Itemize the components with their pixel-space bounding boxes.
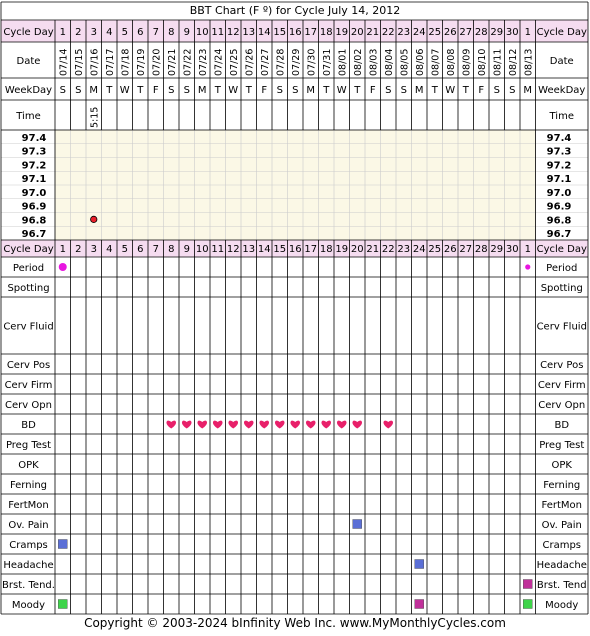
date-label: 07/28 (275, 48, 287, 76)
date-label: 07/25 (228, 48, 240, 76)
date-label: 07/17 (104, 48, 116, 76)
cycle-day-number: 5 (121, 27, 128, 38)
symptom-square (58, 540, 67, 549)
row-label-right-date: Date (549, 56, 574, 67)
cycle-day-number-repeat: 19 (335, 244, 349, 255)
weekday-label: S (493, 85, 500, 96)
row-label-cycle_day: Cycle Day (3, 27, 54, 38)
cycle-day-number: 14 (257, 27, 271, 38)
date-label: 07/22 (182, 48, 194, 76)
row-label-brst-tend: Brst. Tend. (2, 580, 55, 591)
cycle-day-number: 1 (59, 27, 66, 38)
symptom-square (415, 600, 424, 609)
heart-mark (352, 421, 362, 429)
date-label: 08/10 (476, 48, 488, 76)
date-label: 07/26 (244, 48, 256, 76)
row-label-right-cycle_day: Cycle Day (536, 27, 587, 38)
row-label-right-bd: BD (554, 420, 570, 431)
weekday-label: S (509, 85, 516, 96)
cycle-day-number: 2 (75, 27, 82, 38)
heart-mark (337, 421, 347, 429)
row-label-right-headache: Headache (536, 560, 587, 571)
row-label-ferning: Ferning (9, 480, 48, 491)
weekday-label: M (306, 85, 316, 96)
weekday-label: T (245, 85, 252, 96)
cycle-day-number-repeat: 13 (242, 244, 256, 255)
date-label: 07/15 (73, 48, 85, 76)
cycle-day-number-repeat: 4 (106, 244, 113, 255)
heart-mark (228, 421, 238, 429)
row-label-fertmon: FertMon (8, 500, 49, 511)
row-label-right-cramps: Cramps (542, 540, 582, 551)
cycle-day-number-repeat: 6 (137, 244, 144, 255)
weekday-label: F (261, 85, 268, 96)
symptom-square (415, 560, 424, 569)
cycle-day-number-repeat: 18 (319, 244, 333, 255)
row-label-bd: BD (21, 420, 36, 431)
temp-label: 97.0 (21, 187, 47, 199)
heart-mark (213, 421, 223, 429)
weekday-label: S (276, 85, 283, 96)
date-label: 07/21 (166, 48, 178, 76)
row-label-moody: Moody (11, 600, 46, 611)
row-label-preg-test: Preg Test (5, 440, 52, 451)
date-label: 07/30 (306, 48, 318, 76)
cycle-day-number: 25 (428, 27, 442, 38)
row-label-right-time: Time (549, 111, 574, 122)
row-label-cerv-pos: Cerv Pos (6, 360, 51, 371)
weekday-label: S (400, 85, 407, 96)
temp-label: 97.4 (21, 132, 47, 144)
cycle-day-number: 24 (412, 27, 426, 38)
weekday-label: W (119, 85, 130, 96)
cycle-day-number: 29 (490, 27, 504, 38)
row-label-ov-pain: Ov. Pain (8, 520, 49, 531)
cycle-day-number: 13 (242, 27, 256, 38)
temp-label-right: 96.7 (546, 229, 572, 241)
date-label: 07/16 (89, 48, 101, 76)
temp-label: 96.8 (21, 215, 47, 227)
temp-label-right: 96.8 (546, 215, 572, 227)
symptom-square (523, 600, 532, 609)
temp-label-right: 97.1 (546, 174, 572, 186)
weekday-label: T (354, 85, 361, 96)
weekday-label: T (214, 85, 221, 96)
cycle-day-number: 27 (459, 27, 473, 38)
temp-label-right: 97.4 (546, 132, 572, 144)
cycle-day-number-repeat: 29 (490, 244, 504, 255)
weekday-label: T (431, 85, 438, 96)
weekday-label: S (385, 85, 392, 96)
row-label-right-preg-test: Preg Test (539, 440, 585, 451)
row-label-right-ferning: Ferning (543, 480, 581, 491)
row-label-right-cycle-day-repeat: Cycle Day (536, 244, 587, 255)
cycle-day-number: 20 (350, 27, 364, 38)
weekday-label: F (478, 85, 485, 96)
date-label: 08/13 (523, 48, 535, 76)
weekday-label: S (168, 85, 175, 96)
row-label-right-cerv-fluid: Cerv Fluid (536, 321, 587, 333)
period-dot (59, 263, 67, 271)
temp-label: 97.3 (21, 146, 47, 158)
date-label: 07/20 (151, 48, 163, 76)
cycle-day-number: 26 (443, 27, 457, 38)
cycle-day-number-repeat: 8 (168, 244, 175, 255)
cycle-day-number: 10 (195, 27, 209, 38)
date-label: 08/11 (492, 48, 504, 76)
temp-label-right: 97.2 (546, 160, 572, 172)
time-label: 5:15 (89, 106, 101, 128)
cycle-day-number-repeat: 7 (152, 244, 159, 255)
weekday-label: S (183, 85, 190, 96)
cycle-day-number: 18 (319, 27, 333, 38)
cycle-day-number: 17 (304, 27, 318, 38)
weekday-label: M (523, 85, 533, 96)
date-label: 07/27 (259, 48, 271, 76)
cycle-day-number: 9 (183, 27, 190, 38)
weekday-label: T (462, 85, 469, 96)
date-label: 07/31 (321, 48, 333, 76)
cycle-day-number-repeat: 21 (366, 244, 380, 255)
cycle-day-number-repeat: 15 (273, 244, 287, 255)
date-label: 08/01 (337, 48, 349, 76)
temperature-point (91, 216, 97, 222)
row-label-right-cerv-firm: Cerv Firm (537, 380, 586, 391)
row-label-period: Period (12, 263, 45, 274)
heart-mark (275, 421, 285, 429)
cycle-day-number-repeat: 11 (211, 244, 225, 255)
chart-footer: Copyright © 2003-2024 bInfinity Web Inc. www.MyMonthlyCycles.com (84, 616, 506, 630)
cycle-day-number-repeat: 2 (75, 244, 82, 255)
row-label-time: Time (16, 111, 41, 122)
weekday-label: T (137, 85, 144, 96)
row-label-right-weekday: WeekDay (538, 85, 586, 96)
row-label-date: Date (16, 56, 41, 67)
cycle-day-number: 3 (90, 27, 97, 38)
weekday-label: M (89, 85, 99, 96)
date-label: 08/02 (352, 48, 364, 76)
date-label: 08/07 (430, 48, 442, 76)
row-label-right-cerv-pos: Cerv Pos (540, 360, 584, 371)
row-label-right-opk: OPK (551, 460, 572, 471)
temp-label: 97.1 (21, 174, 47, 186)
cycle-day-number-repeat: 12 (226, 244, 240, 255)
temp-label-right: 96.9 (546, 201, 572, 213)
chart-title: BBT Chart (F º) for Cycle July 14, 2012 (189, 4, 401, 17)
cycle-day-number-repeat: 14 (257, 244, 271, 255)
date-label: 07/18 (120, 48, 132, 76)
row-label-right-period: Period (546, 263, 578, 274)
row-label-right-brst-tend: Brst. Tend (536, 580, 587, 591)
row-label-cramps: Cramps (9, 540, 48, 551)
symptom-square (58, 600, 67, 609)
cycle-day-number: 11 (211, 27, 225, 38)
cycle-day-number-repeat: 25 (428, 244, 442, 255)
temp-label: 96.9 (21, 201, 47, 213)
weekday-label: S (59, 85, 66, 96)
cycle-day-number-repeat: 10 (195, 244, 209, 255)
cycle-day-number: 22 (381, 27, 395, 38)
date-label: 07/23 (197, 48, 209, 76)
heart-mark (197, 421, 207, 429)
date-label: 08/05 (399, 48, 411, 76)
cycle-day-number: 4 (106, 27, 113, 38)
date-label: 08/09 (461, 48, 473, 76)
temp-label-right: 97.3 (546, 146, 572, 158)
cycle-day-number: 7 (152, 27, 159, 38)
cycle-day-number: 15 (273, 27, 287, 38)
symptom-square (353, 520, 362, 529)
period-dot (525, 264, 530, 269)
cycle-day-number-repeat: 9 (183, 244, 190, 255)
row-label-cerv-fluid: Cerv Fluid (3, 321, 54, 333)
row-label-cerv-firm: Cerv Firm (4, 380, 53, 391)
temp-label: 96.7 (21, 229, 47, 241)
heart-mark (306, 421, 316, 429)
weekday-label: M (197, 85, 207, 96)
date-label: 07/19 (135, 48, 147, 76)
weekday-label: F (152, 85, 159, 96)
cycle-day-number: 8 (168, 27, 175, 38)
cycle-day-number: 12 (226, 27, 240, 38)
cycle-day-number-repeat: 16 (288, 244, 302, 255)
date-label: 08/12 (507, 48, 519, 76)
cycle-day-number-repeat: 28 (474, 244, 488, 255)
weekday-label: W (445, 85, 456, 96)
cycle-day-number: 16 (288, 27, 302, 38)
row-label-opk: OPK (18, 460, 39, 471)
date-label: 07/29 (290, 48, 302, 76)
date-label: 08/06 (414, 48, 426, 76)
date-label: 07/14 (58, 48, 70, 76)
heart-mark (244, 421, 254, 429)
cycle-day-number-repeat: 24 (412, 244, 426, 255)
cycle-day-number-repeat: 1 (59, 244, 66, 255)
weekday-label: F (369, 85, 376, 96)
weekday-label: S (292, 85, 299, 96)
heart-mark (383, 421, 393, 429)
cycle-day-number-repeat: 22 (381, 244, 395, 255)
cycle-day-number-repeat: 23 (397, 244, 411, 255)
temp-label-right: 97.0 (546, 187, 572, 199)
heart-mark (321, 421, 331, 429)
row-label-cerv-opn: Cerv Opn (5, 400, 52, 411)
cycle-day-number: 6 (137, 27, 144, 38)
cycle-day-number-repeat: 17 (304, 244, 318, 255)
weekday-label: W (336, 85, 347, 96)
row-label-right-moody: Moody (545, 600, 579, 611)
cycle-day-number-repeat: 20 (350, 244, 364, 255)
cycle-day-number: 1 (524, 27, 531, 38)
weekday-label: T (323, 85, 330, 96)
temp-label: 97.2 (21, 160, 47, 172)
date-label: 08/03 (368, 48, 380, 76)
heart-mark (166, 421, 176, 429)
cycle-day-number-repeat: 3 (90, 244, 97, 255)
weekday-label: S (75, 85, 82, 96)
date-label: 07/24 (213, 48, 225, 76)
row-label-weekday: WeekDay (4, 85, 53, 96)
row-label-headache: Headache (3, 560, 54, 571)
cycle-day-number: 23 (397, 27, 411, 38)
row-label-right-spotting: Spotting (540, 283, 583, 294)
weekday-label: W (228, 85, 239, 96)
symptom-square (523, 580, 532, 589)
row-label-right-ov-pain: Ov. Pain (541, 520, 582, 531)
cycle-day-number-repeat: 1 (524, 244, 531, 255)
cycle-day-number: 28 (474, 27, 488, 38)
cycle-day-number-repeat: 30 (505, 244, 519, 255)
cycle-day-number: 30 (505, 27, 519, 38)
cycle-day-number: 21 (366, 27, 380, 38)
cycle-day-number-repeat: 5 (121, 244, 128, 255)
heart-mark (290, 421, 300, 429)
cycle-day-number-repeat: 26 (443, 244, 457, 255)
date-label: 08/08 (445, 48, 457, 76)
cycle-day-number: 19 (335, 27, 349, 38)
row-label-right-fertmon: FertMon (541, 500, 582, 511)
weekday-label: T (106, 85, 113, 96)
heart-mark (259, 421, 269, 429)
cycle-day-number-repeat: 27 (459, 244, 473, 255)
row-label-right-cerv-opn: Cerv Opn (538, 400, 586, 411)
row-label-spotting: Spotting (7, 283, 50, 294)
heart-mark (182, 421, 192, 429)
date-label: 08/04 (383, 48, 395, 76)
row-label-cycle-day-repeat: Cycle Day (3, 244, 54, 255)
weekday-label: M (414, 85, 424, 96)
